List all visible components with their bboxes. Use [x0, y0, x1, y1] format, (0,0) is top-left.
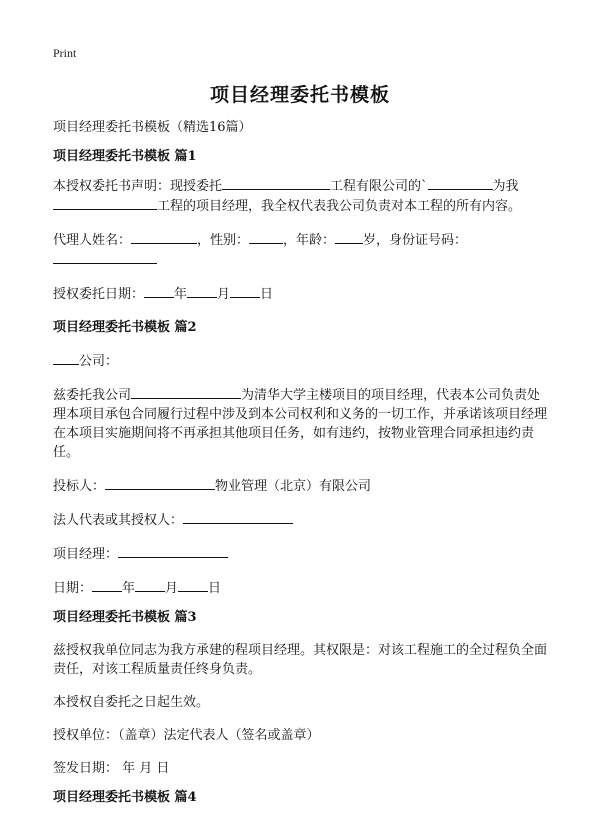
section3-paragraph-3: 授权单位：（盖章）法定代表人（签名或盖章）: [53, 728, 320, 743]
blank-field[interactable]: [230, 284, 260, 298]
date-label: 授权委托日期：: [53, 287, 145, 302]
blank-field[interactable]: [144, 284, 174, 298]
blank-field[interactable]: [249, 230, 283, 244]
company-line: [53, 351, 553, 371]
bidder-company: 物业管理（北京）有限公司: [215, 479, 372, 494]
blank-field[interactable]: [92, 578, 122, 592]
section3-paragraph-1: 兹授权我单位同志为我方承建的程项目经理。其权限是：对该工程施工的全过程负全面责任，对该工程质量责任终身负责。: [53, 643, 548, 677]
legal-rep-label: 法人代表或其授权人：: [53, 513, 184, 528]
day-label: 日: [260, 287, 274, 302]
id-number-label: 岁，身份证号码：: [363, 233, 468, 248]
blank-field[interactable]: [183, 510, 293, 524]
blank-field[interactable]: [222, 176, 330, 190]
section2-paragraph: [53, 385, 553, 462]
blank-field[interactable]: [105, 476, 215, 490]
blank-field[interactable]: [135, 578, 165, 592]
section-heading-3: 项目经理委托书模板 篇3: [53, 610, 197, 625]
section-heading-2: 项目经理委托书模板 篇2: [53, 320, 197, 335]
day-label: 日: [208, 581, 222, 596]
blank-field[interactable]: [428, 176, 493, 190]
blank-field[interactable]: [131, 230, 197, 244]
bidder-label: 投标人：: [53, 479, 106, 494]
document-title: 项目经理委托书模板: [209, 84, 390, 106]
gender-label: ，性别：: [197, 233, 250, 248]
intro-line: 项目经理委托书模板（精选16篇）: [53, 120, 252, 135]
legal-rep-line: [53, 510, 553, 530]
year-label: 年: [174, 287, 188, 302]
section2-date-line: [53, 578, 553, 598]
section1-declaration: [53, 176, 553, 216]
declaration-text-b: 工程有限公司的`: [330, 179, 428, 194]
month-label: 月: [165, 581, 179, 596]
section3-paragraph-4: 签发日期： 年 月 日: [53, 761, 170, 776]
blank-field[interactable]: [131, 385, 241, 399]
age-label: ，年龄：: [283, 233, 336, 248]
declaration-text-c: 为我: [492, 179, 519, 194]
blank-field[interactable]: [335, 230, 363, 244]
project-manager-line: [53, 544, 553, 564]
blank-field[interactable]: [53, 351, 79, 365]
entrust-text-a: 兹委托我公司: [53, 388, 132, 403]
document-content: [53, 118, 553, 807]
print-link[interactable]: Print: [53, 46, 77, 60]
entrust-text-b: 为清华大学主楼项目的项目经理，代表本公司负责处理本项目承包合同履行过程中涉及到本公司权利和义务的一切工作，并承诺该项目经理在本项目实施期间将不再承担其他项目任务，如有违约，按物业管理合同承担违约责任。: [53, 388, 548, 460]
date-label: 日期：: [53, 581, 93, 596]
declaration-text-a: 本授权委托书声明：现授委托: [53, 179, 223, 194]
section3-paragraph-2: 本授权自委托之日起生效。: [53, 695, 210, 710]
declaration-text-d: 工程的项目经理，我全权代表我公司负责对本工程的所有内容。: [157, 199, 522, 214]
project-manager-label: 项目经理：: [53, 547, 119, 562]
company-label: 公司：: [79, 354, 119, 369]
bidder-line: [53, 476, 553, 496]
blank-field[interactable]: [118, 544, 228, 558]
authorization-date-line: [53, 284, 553, 304]
blank-field[interactable]: [178, 578, 208, 592]
agent-info-line: [53, 230, 553, 270]
blank-field[interactable]: [187, 284, 217, 298]
month-label: 月: [217, 287, 231, 302]
year-label: 年: [122, 581, 136, 596]
agent-name-label: 代理人姓名：: [53, 233, 132, 248]
blank-field[interactable]: [53, 250, 157, 264]
section-heading-1: 项目经理委托书模板 篇1: [53, 149, 197, 164]
section-heading-4: 项目经理委托书模板 篇4: [53, 790, 197, 805]
blank-field[interactable]: [53, 196, 157, 210]
